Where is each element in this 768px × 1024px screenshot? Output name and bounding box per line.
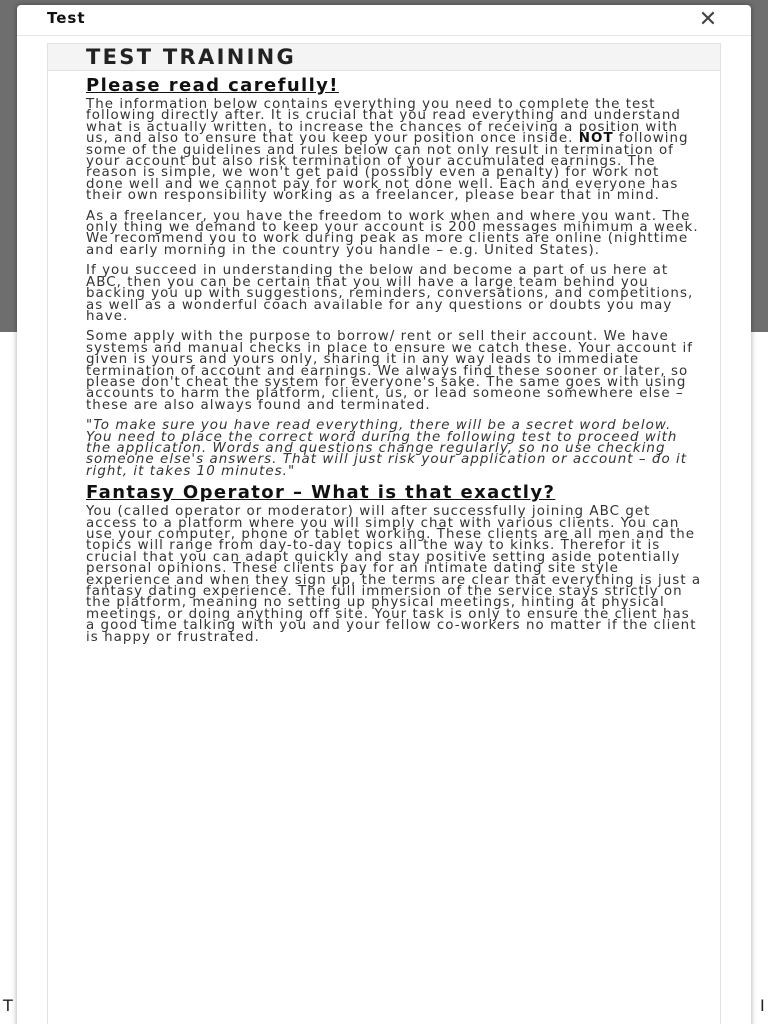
close-icon[interactable]: ✕ <box>698 7 718 32</box>
paragraph-operator-description: You (called operator or moderator) will after successfully joining ABC get access to a platform where you will simply chat with various clients. You can use your computer, phone or tablet working. These clients are all men and the topics will range from day-to-day topics all the way to kinks. Therefor it is crucial that you can adapt quickly and stay positive setting aside potentially personal opinions. These clients pay for an intimate dating site style experience and when they sign up, the terms are clear that everything is just a fantasy dating experience. The full immersion of the service stays strictly on the platform, meaning no setting up physical meetings, hinting at physical meetings, or doing anything off site. Your task is only to ensure the client has a good time talking with you and your fellow co-workers no matter if the client is happy or frustrated. <box>86 504 702 645</box>
document-body <box>48 71 720 643</box>
background-page-text-right: I <box>760 996 765 1015</box>
paragraph-account-sharing: Some apply with the purpose to borrow/ rent or sell their account. We have systems and manual checks in place to ensure we catch these. Your account if given is yours and yours only, sharing it in any way leads to immediate termination of account and earnings. We always find these sooner or later, so please don't cheat the system for everyone's sake. The same goes with using accounts to harm the platform, client, us, or lead someone somewhere else – these are also always found and terminated. <box>86 329 694 413</box>
test-modal-dialog <box>17 5 751 1024</box>
section-heading-fantasy-operator: Fantasy Operator – What is that exactly? <box>86 482 556 504</box>
paragraph-intro-text-start: The information below contains everything you need to complete the test following directly after. It is crucial that you read everything and understand what is actually written, to increase the chances of receiving a position with us, and also to ensure that you keep your position once inside. <box>86 97 681 147</box>
document-title-bar <box>48 44 720 71</box>
modal-title: Test <box>47 9 86 27</box>
paragraph-intro-emphasis: NOT <box>578 131 614 147</box>
section-heading-read-carefully: Please read carefully! <box>86 75 339 96</box>
document-title: TEST TRAINING <box>86 45 297 69</box>
training-document[interactable] <box>47 43 721 1024</box>
modal-header <box>17 5 751 36</box>
paragraph-freelancer: As a freelancer, you have the freedom to work when and where you want. The only thing we demand to keep your account is 200 messages minimum a week. We recommend you to work during peak as more clients are online (nighttime and early morning in the country you handle – e.g. United States). <box>86 208 699 258</box>
paragraph-secret-word-quote: "To make sure you have read everything, there will be a secret word below. You need to place the correct word during the following test to proceed with the application. Words and questions change regularly, so no use checking someone else's answers. That will just risk your application or account – do it right, it takes 10 minutes." <box>86 418 688 479</box>
background-page-text-left: T <box>3 996 13 1015</box>
paragraph-intro-text-end: following some of the guidelines and rules below can not only result in termination of your account but also risk termination of your accumulated earnings. The reason is simple, we won't get paid (possibly even a penalty) for work not done well and we cannot pay for work not done well. Each and everyone has their own responsibility working as a freelancer, please bear that in mind. <box>86 131 689 204</box>
paragraph-team: If you succeed in understanding the below and become a part of us here at ABC, then you can be certain that you will have a large team behind you backing you up with suggestions, reminders, conversations, and competitions, as well as a wonderful coach available for any questions or doubts you may have. <box>86 263 694 324</box>
paragraph-intro <box>86 99 702 202</box>
